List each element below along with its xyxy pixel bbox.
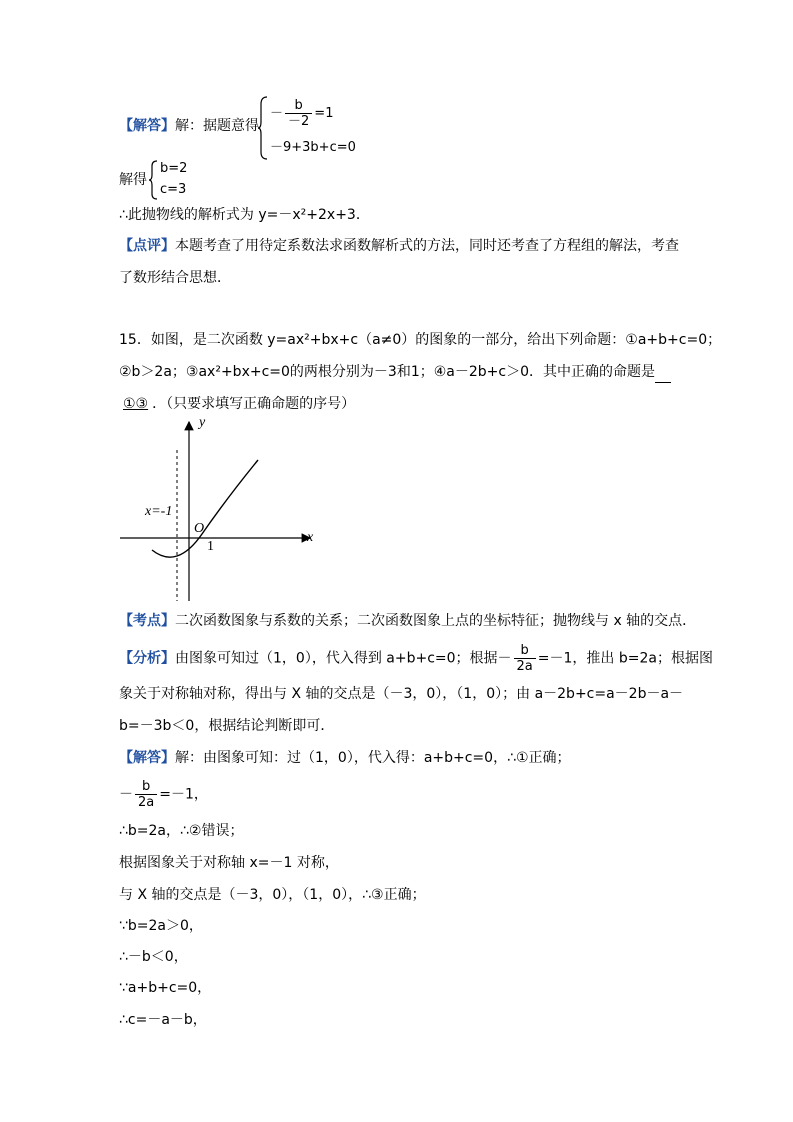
q15-line1: 15．如图，是二次函数 y=ax²+bx+c（a≠0）的图象的一部分，给出下列命题：①a+b+c=0； (119, 332, 722, 348)
jieda2-tag: 【解答】 (119, 750, 175, 766)
dianping-line1: 【点评】本题考查了用待定系数法求函数解析式的方法，同时还考查了方程组的解法，考查 (119, 238, 679, 254)
jieda2-line6: ∵b=2a＞0， (119, 918, 203, 934)
fenxi-line1: 【分析】由图象可知过（1，0），代入得到 a+b+c=0；根据－ $\frac{b}{2a}$ =－1，推出 b=2a；根据图 (119, 643, 713, 674)
kaodian-line: 【考点】二次函数图象与系数的关系；二次函数图象上点的坐标特征；抛物线与 x 轴的交点． (119, 613, 697, 629)
dianping-line2: 了数形结合思想． (119, 270, 231, 286)
solution-b: b=2 (160, 161, 188, 176)
fenxi-line3: b=－3b＜0，根据结论判断即可． (119, 718, 335, 734)
q15-line3: ①③ ．（只要求填写正确命题的序号） (119, 394, 355, 414)
answer-blank-start (655, 362, 671, 383)
jieda-tag: 【解答】 (119, 118, 175, 134)
dianping-tag: 【点评】 (119, 238, 175, 254)
x-axis-label: x (307, 530, 314, 545)
jieda2-line4: 根据图象关于对称轴 x=－1 对称， (119, 855, 339, 871)
conclusion-line: ∴此抛物线的解析式为 y=－x²+2x+3． (119, 207, 370, 223)
y-axis-label: y (199, 415, 206, 430)
jieda2-line3: ∴b=2a，∴②错误； (119, 823, 244, 839)
q15-answer: ①③ (123, 396, 149, 412)
system-brace-1 (258, 96, 268, 160)
fenxi-line2: 象关于对称轴对称，得出与 X 轴的交点是（－3，0），（1，0）；由 a－2b+c=a－2b－a－ (119, 686, 684, 702)
jieda-lead: 解：据题意得 (175, 118, 259, 134)
jieda-header-line (119, 116, 259, 136)
origin-label: O (194, 521, 205, 536)
jieda2-fraction-line: － $\frac{b}{2a}$ =－1， (119, 779, 208, 810)
jieda2-fraction: $\frac{b}{2a}$ (135, 779, 157, 810)
solve-lead: 解得 (119, 172, 147, 188)
solution-c: c=3 (160, 182, 187, 197)
system-brace-2 (149, 160, 158, 200)
jieda2-line1: 【解答】解：由图象可知：过（1，0），代入得：a+b+c=0，∴①正确； (119, 750, 571, 766)
q15-line2: ②b＞2a；③ax²+bx+c=0的两根分别为－3和1；④a－2b+c＞0．其中正确的命题是 (119, 362, 671, 383)
symmetry-axis-label: x=-1 (145, 504, 173, 519)
kaodian-tag: 【考点】 (119, 613, 175, 629)
one-label: 1 (207, 539, 214, 554)
jieda2-line5: 与 X 轴的交点是（－3，0），（1，0），∴③正确； (119, 887, 426, 903)
system-eq2: －9+3b+c=0 (270, 140, 356, 155)
system-eq1: － $\frac{b}{-2}$ =1 (270, 98, 334, 129)
jieda2-line8: ∵a+b+c=0， (119, 980, 212, 996)
eq1-fraction: $\frac{b}{-2}$ (285, 98, 312, 129)
fenxi-fraction: $\frac{b}{2a}$ (514, 643, 536, 674)
jieda2-line9: ∴c=－a－b， (119, 1012, 207, 1028)
fenxi-tag: 【分析】 (119, 650, 175, 667)
jieda2-line7: ∴－b＜0， (119, 949, 188, 965)
